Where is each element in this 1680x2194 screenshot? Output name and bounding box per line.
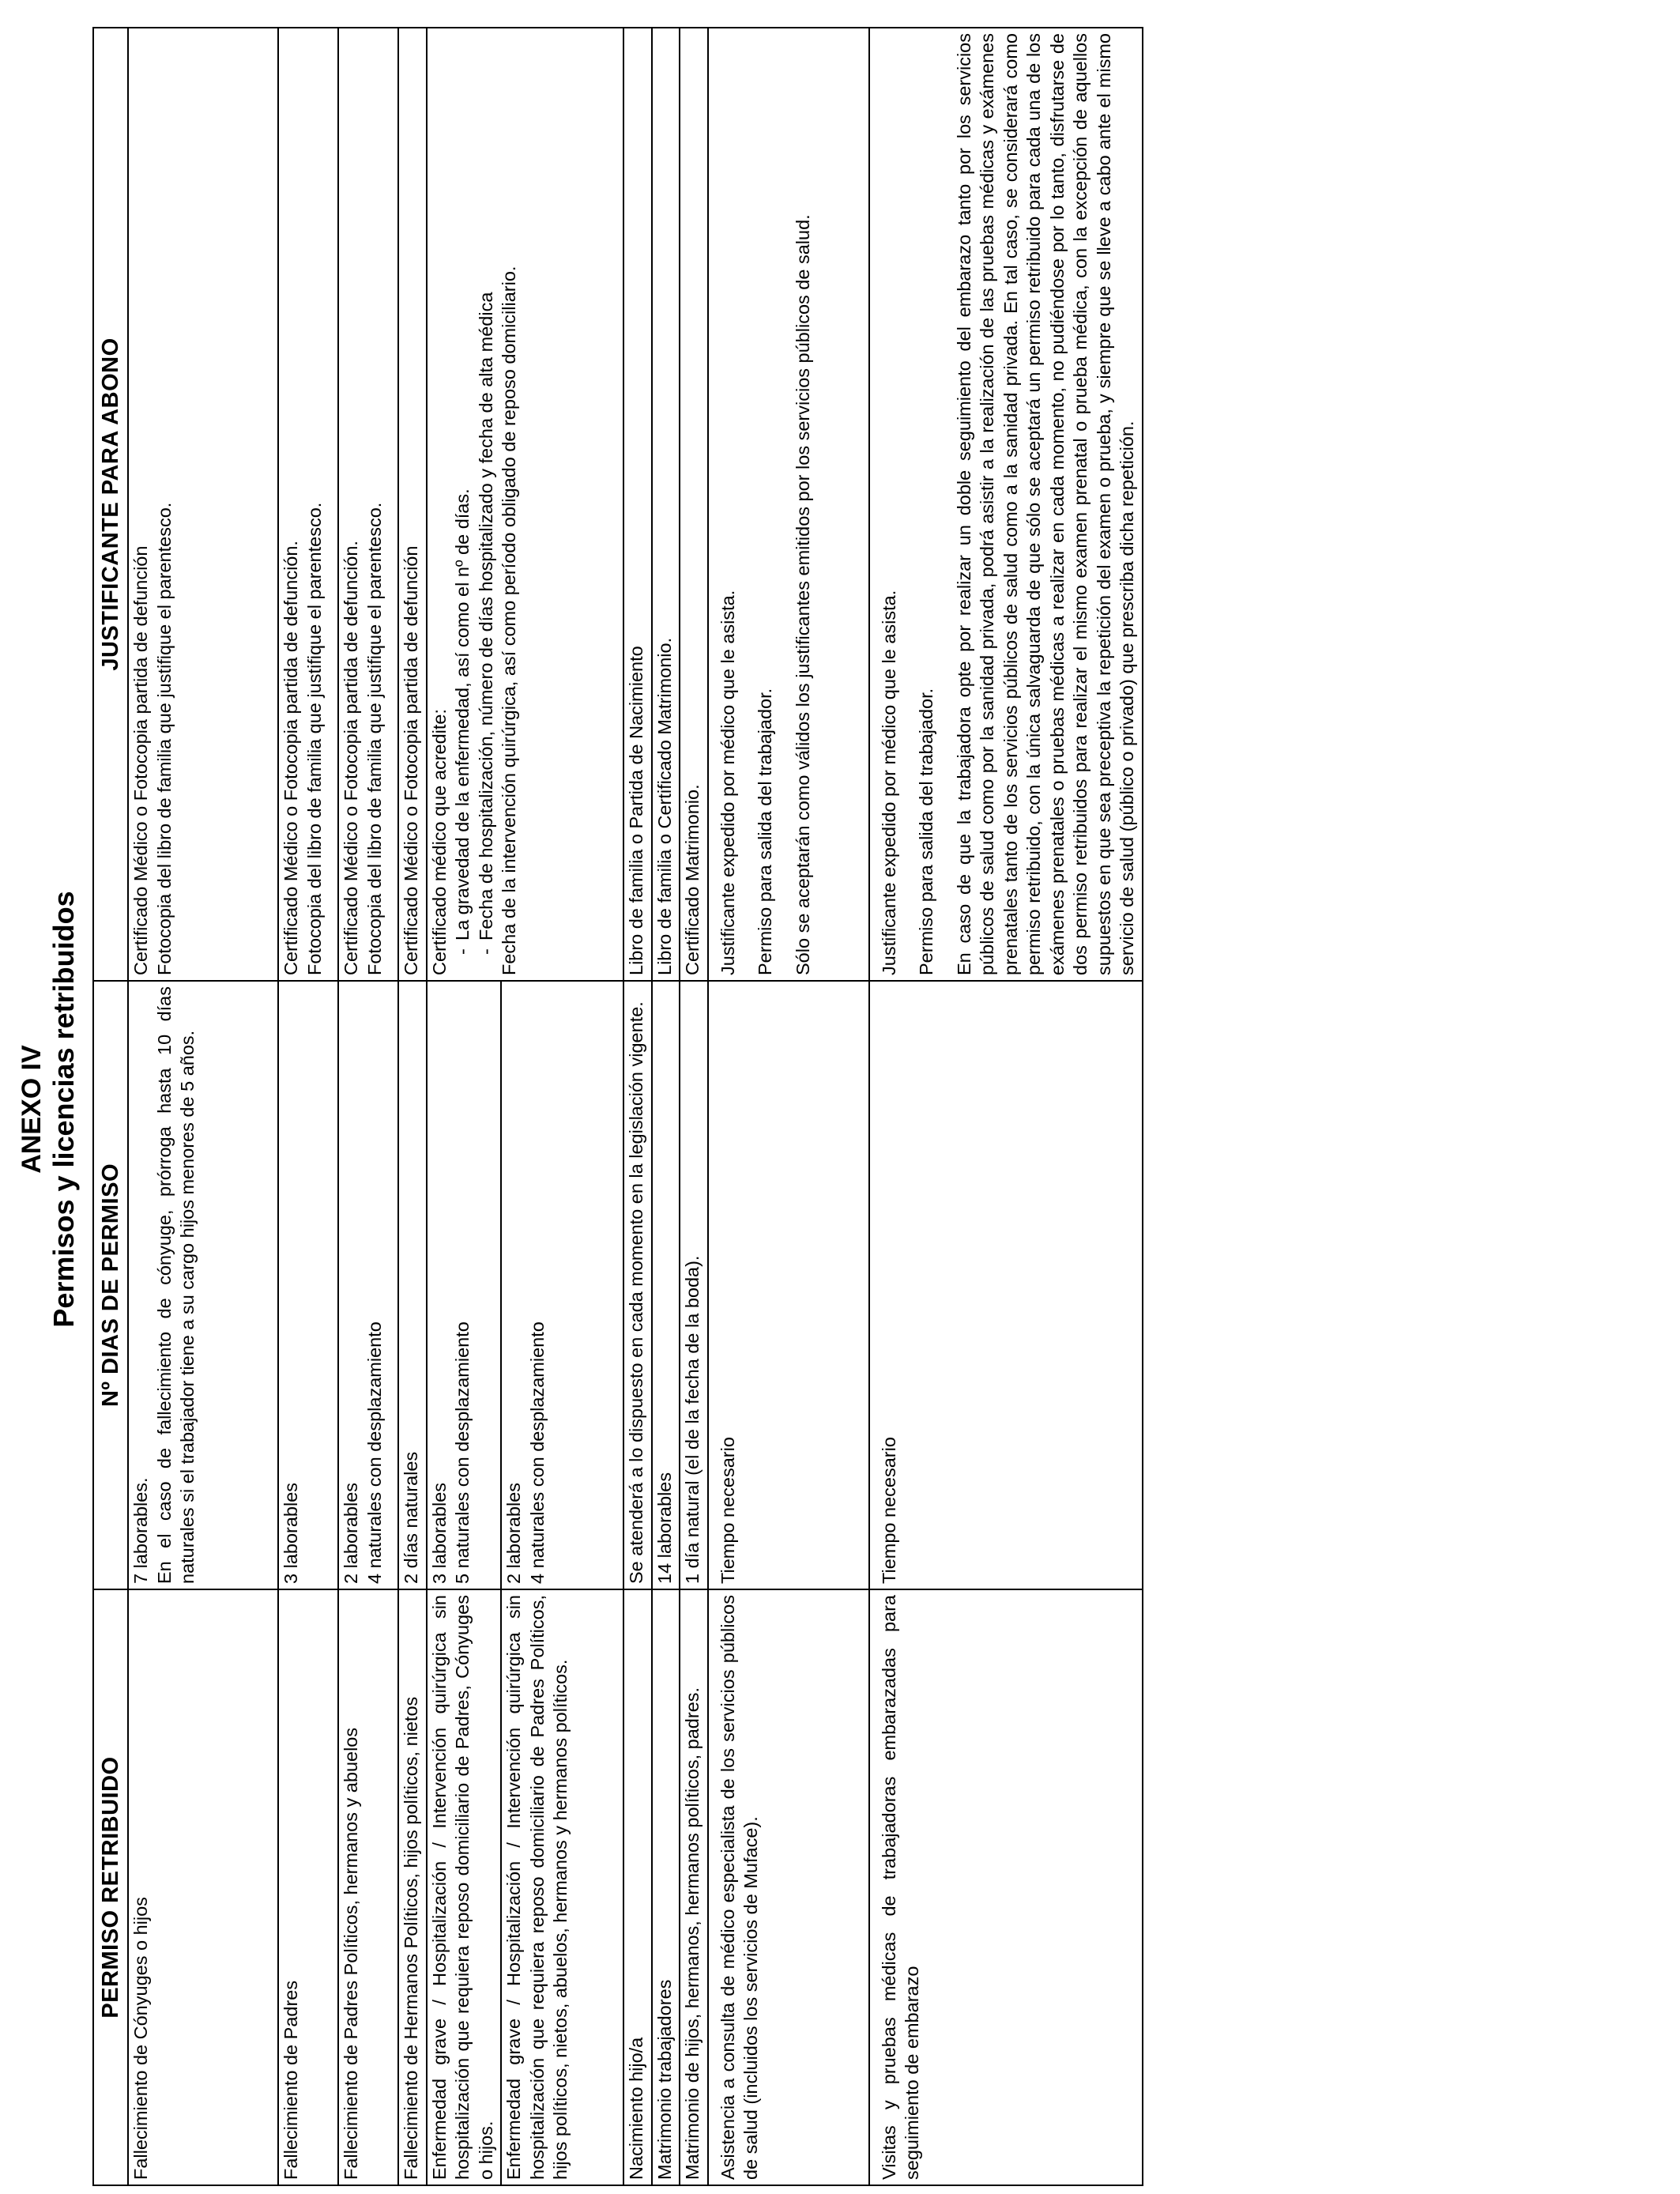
permiso-text: Enfermedad grave / Hospitalización / Intervención quirúrgica sin hospitalización que requiera reposo domiciliario de Padres, Cónyuges o hijos.	[428, 1595, 496, 2180]
dias-line: Se atenderá a lo dispuesto en cada momento en la legislación vigente.	[626, 1001, 646, 1584]
justificante-cell	[680, 28, 708, 981]
table-row	[128, 28, 278, 2185]
justificante-line: Justificante expedido por médico que le asista.	[717, 590, 738, 975]
justificante-line: Sólo se aceptarán como válidos los justificantes emitidos por los servicios públicos de salud.	[792, 214, 813, 975]
permisos-table	[92, 27, 1143, 2186]
permiso-text: Matrimonio trabajadores	[654, 1979, 675, 2180]
justificante-line: Certificado Médico o Fotocopia partida de defunción.	[281, 541, 301, 975]
rotated-page	[0, 25, 1680, 2194]
justificante-line: Fotocopia del libro de familia que justifique el parentesco.	[303, 502, 325, 975]
permiso-cell	[427, 1589, 502, 2185]
permiso-cell	[869, 1589, 1143, 2185]
table-row	[398, 28, 427, 2185]
dias-cell	[501, 981, 623, 1589]
dias-line: Tiempo necesario	[878, 1437, 899, 1584]
permiso-cell	[278, 1589, 338, 2185]
permiso-text: Fallecimiento de Padres Políticos, hermanos y abuelos	[341, 1727, 361, 2180]
dias-cell	[652, 981, 680, 1589]
title-block	[16, 25, 81, 2194]
list-item: - La gravedad de la enfermedad, así como el nº de días.	[451, 33, 475, 975]
dias-cell	[398, 981, 427, 1589]
justificante-line: Fecha de la intervención quirúrgica, así como período obligado de reposo domiciliario.	[499, 266, 519, 975]
permiso-text: Fallecimiento de Cónyuges o hijos	[130, 1897, 151, 2180]
permiso-text: Matrimonio de hijos, hermanos, hermanos políticos, padres.	[682, 1687, 703, 2180]
dias-line: 2 días naturales	[401, 1451, 421, 1584]
dias-cell	[708, 981, 869, 1589]
justificante-cell	[869, 28, 1143, 981]
justificante-cell	[623, 28, 652, 981]
justificante-line: Fotocopia del libro de familia que justifique el parentesco.	[153, 502, 175, 975]
permiso-cell	[623, 1589, 652, 2185]
justificante-list	[451, 33, 498, 975]
justificante-line: Certificado Médico o Fotocopia partida de defunción	[130, 545, 151, 975]
table-row	[652, 28, 680, 2185]
header-permiso: PERMISO RETRIBUIDO	[93, 1589, 128, 2185]
dias-line: Tiempo necesario	[717, 1437, 738, 1584]
justificante-cell	[128, 28, 278, 981]
justificante-line: Libro de familia o Certificado Matrimonio.	[654, 637, 675, 975]
justificante-line: Fotocopia del libro de familia que justifique el parentesco.	[363, 502, 385, 975]
dias-cell	[427, 981, 502, 1589]
table-header-row	[93, 28, 128, 2185]
justificante-line: Justificante expedido por médico que le asista.	[878, 590, 899, 975]
justificante-line: Certificado Matrimonio.	[682, 784, 703, 975]
justificante-line: Libro de familia o Partida de Nacimiento	[626, 646, 646, 975]
dias-line: 3 laborables	[281, 1482, 301, 1584]
dias-line: 2 laborables	[341, 1482, 361, 1584]
justificante-cell	[427, 28, 624, 981]
list-item: - Fecha de hospitalización, número de días hospitalizado y fecha de alta médica	[475, 33, 499, 975]
table-row	[869, 28, 1143, 2185]
permiso-cell	[338, 1589, 398, 2185]
permiso-cell	[652, 1589, 680, 2185]
table-row	[338, 28, 398, 2185]
justificante-line: Certificado Médico o Fotocopia partida de defunción	[401, 545, 421, 975]
dias-line: 5 naturales con desplazamiento	[452, 1321, 473, 1584]
dias-cell	[338, 981, 398, 1589]
permiso-text: Nacimiento hijo/a	[626, 2037, 646, 2180]
justificante-line: En caso de que la trabajadora opte por realizar un doble seguimiento del embarazo tanto por los servicios públicos de salud como por la sanidad privada, podrá asistir a la realización de las pruebas médicas y exámenes prenatales tanto de los servicios públicos de salud como a la sanidad privada. En tal caso, se considerará como permiso retribuido, con la única salvaguarda de que sólo se aceptará un permiso retribuido para cada una de los exámenes prenatales o pruebas médicas a realizar en cada momento, no pudiéndose por lo tanto, disfrutarse de dos permiso retribuidos para realizar el mismo examen prenatal o prueba médica, con la excepción de aquellos supuestos en que sea preceptiva la repetición del examen o prueba, y siempre que se lleve a cabo ante el mismo servicio de salud (público o privado) que prescriba dicha repetición.	[953, 33, 1137, 975]
justificante-line: Certificado médico que acredite:	[428, 708, 450, 975]
dias-cell	[680, 981, 708, 1589]
table-row	[278, 28, 338, 2185]
dias-line: 7 laborables.	[130, 1477, 151, 1584]
dias-cell	[278, 981, 338, 1589]
dias-line: 14 laborables	[654, 1472, 675, 1584]
dias-line: 4 naturales con desplazamiento	[363, 1321, 385, 1584]
justificante-cell	[708, 28, 869, 981]
dias-cell	[869, 981, 1143, 1589]
dias-line: 2 laborables	[503, 1482, 524, 1584]
header-justificante: JUSTIFICANTE PARA ABONO	[93, 28, 128, 981]
table-row	[708, 28, 869, 2185]
table-row	[623, 28, 652, 2185]
header-dias: Nº DIAS DE PERMISO	[93, 981, 128, 1589]
permiso-cell	[680, 1589, 708, 2185]
justificante-cell	[338, 28, 398, 981]
permiso-cell	[501, 1589, 623, 2185]
dias-line: En el caso de fallecimiento de cónyuge, prórroga hasta 10 días naturales si el trabajador tiene a su cargo hijos menores de 5 años.	[153, 986, 198, 1584]
dias-line: 1 día natural (el de la fecha de la boda).	[682, 1255, 703, 1584]
dias-line: 4 naturales con desplazamiento	[526, 1321, 548, 1584]
dias-cell	[623, 981, 652, 1589]
permiso-cell	[708, 1589, 869, 2185]
permiso-text: Asistencia a consulta de médico especialista de los servicios públicos de salud (incluidos los servicios de Muface).	[717, 1595, 761, 2180]
justificante-cell	[398, 28, 427, 981]
permiso-text: Fallecimiento de Padres	[281, 1980, 301, 2180]
page-title: ANEXO IV	[17, 1045, 47, 1174]
table-row	[680, 28, 708, 2185]
dias-cell	[128, 981, 278, 1589]
permiso-text: Fallecimiento de Hermanos Políticos, hijos políticos, nietos	[401, 1696, 421, 2180]
permiso-cell	[128, 1589, 278, 2185]
dias-line: 3 laborables	[428, 1482, 450, 1584]
justificante-cell	[278, 28, 338, 981]
justificante-cell	[652, 28, 680, 981]
justificante-line: Certificado Médico o Fotocopia partida de defunción.	[341, 541, 361, 975]
permiso-text: Enfermedad grave / Hospitalización / Intervención quirúrgica sin hospitalización que requiera reposo domiciliario de Padres Políticos, hijos políticos, nietos, abuelos, hermanos y hermanos políticos.	[503, 1595, 571, 2180]
table-row	[427, 28, 502, 2185]
justificante-line: Permiso para salida del trabajador.	[755, 688, 775, 975]
justificante-line: Permiso para salida del trabajador.	[916, 688, 936, 975]
permiso-text: Visitas y pruebas médicas de trabajadoras embarazadas para seguimiento de embarazo	[878, 1595, 922, 2180]
permiso-cell	[398, 1589, 427, 2185]
page-subtitle: Permisos y licencias retribuidos	[47, 891, 80, 1328]
